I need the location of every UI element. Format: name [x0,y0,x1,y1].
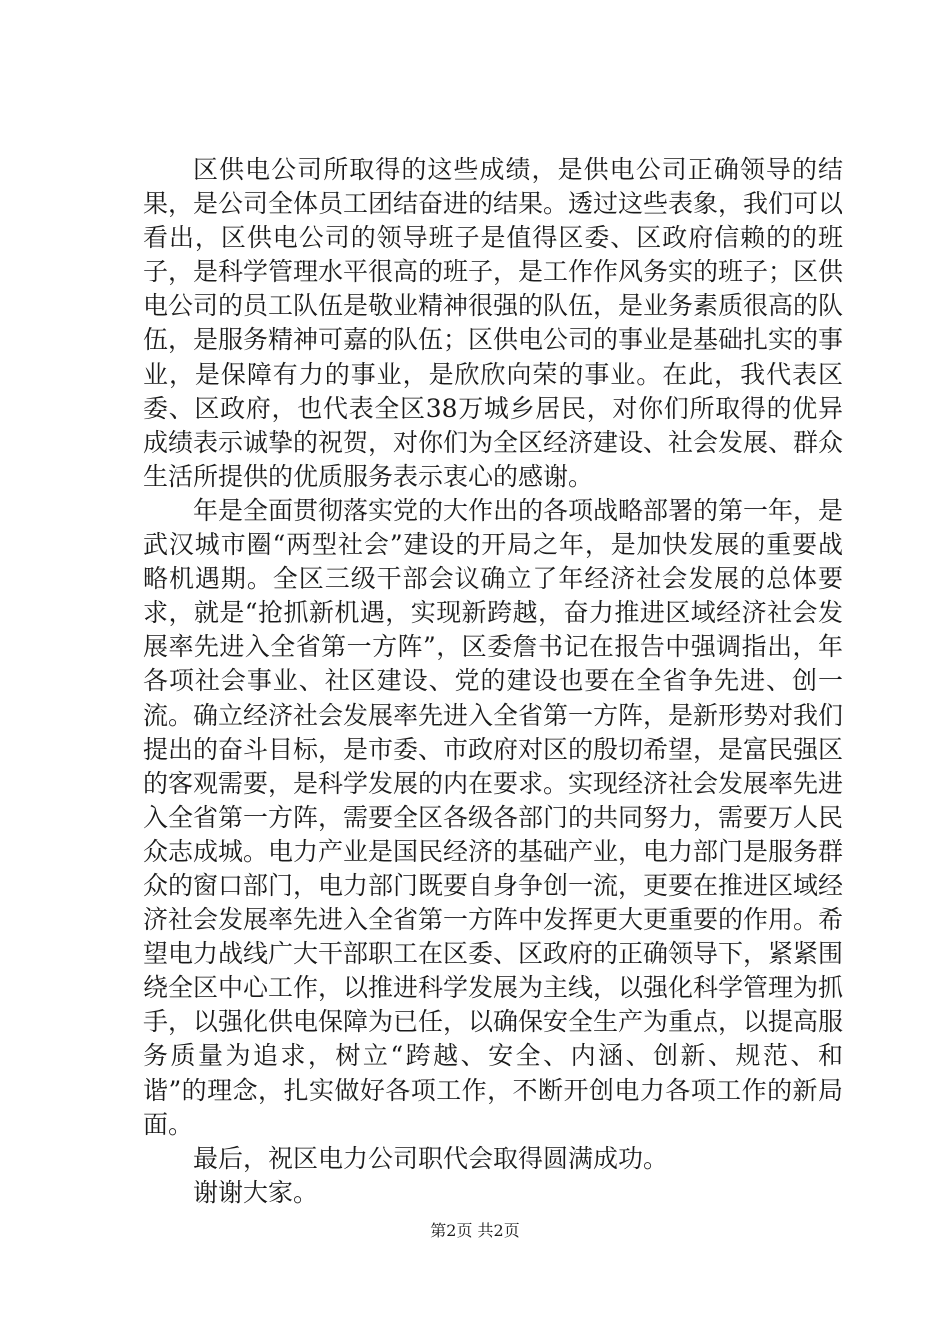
paragraph-achievements: 区供电公司所取得的这些成绩，是供电公司正确领导的结果，是公司全体员工团结奋进的结果。透过这些表象，我们可以看出，区供电公司的领导班子是值得区委、区政府信赖的的班子，是科学管理水平很高的班子，是工作作风务实的班子；区供电公司的员工队伍是敬业精神很强的队伍，是业务素质很高的队伍，是服务精神可嘉的队伍；区供电公司的事业是基础扎实的事业，是保障有力的事业，是欣欣向荣的事业。在此，我代表区委、区政府，也代表全区38万城乡居民，对你们所取得的优异成绩表示诚挚的祝贺，对你们为全区经济建设、社会发展、群众生活所提供的优质服务表示衷心的感谢。 [143,155,844,491]
page-footer: 第2页 共2页 [430,1221,520,1240]
paragraph-thanks: 谢谢大家。 [193,1177,319,1207]
paragraph-closing-wish: 最后，祝区电力公司职代会取得圆满成功。 [193,1143,669,1173]
paragraph-goals: 年是全面贯彻落实党的大作出的各项战略部署的第一年，是武汉城市圈“两型社会”建设的开局之年，是加快发展的重要战略机遇期。全区三级干部会议确立了年经济社会发展的总体要求，就是“抢抓新机遇，实现新跨越，奋力推进区域经济社会发展率先进入全省第一方阵”，区委詹书记在报告中强调指出，年各项社会事业、社区建设、党的建设也要在全省争先进、创一流。确立经济社会发展率先进入全省第一方阵，是新形势对我们提出的奋斗目标，是市委、市政府对区的殷切希望，是富民强区的客观需要，是科学发展的内在要求。实现经济社会发展率先进入全省第一方阵，需要全区各级各部门的共同努力，需要万人民众志成城。电力产业是国民经济的基础产业，电力部门是服务群众的窗口部门，电力部门既要自身争创一流，更要在推进区域经济社会发展率先进入全省第一方阵中发挥更大更重要的作用。希望电力战线广大干部职工在区委、区政府的正确领导下，紧紧围绕全区中心工作，以推进科学发展为主线，以强化科学管理为抓手，以强化供电保障为已任，以确保安全生产为重点，以提高服务质量为追求，树立“跨越、安全、内涵、创新、规范、和谐”的理念，扎实做好各项工作，不断开创电力各项工作的新局面。 [143,495,844,1139]
document-body [143,153,843,1210]
